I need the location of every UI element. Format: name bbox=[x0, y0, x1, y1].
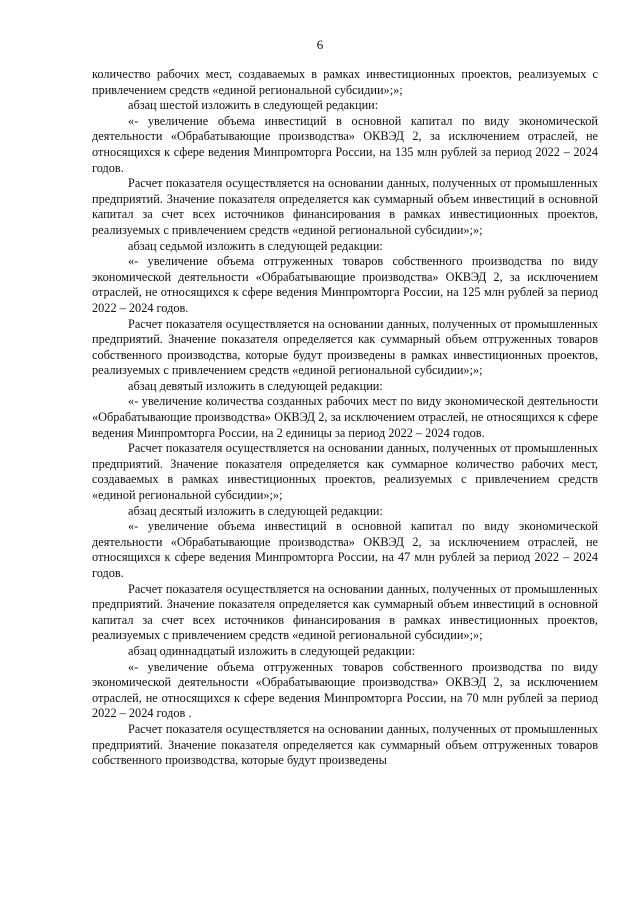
document-body bbox=[92, 67, 598, 769]
paragraph: «- увеличение объема отгруженных товаров собственного производства по виду экономической деятельности «Обрабатывающие производства» ОКВЭД 2, за исключением отраслей, не относящихся к сфере ведения Минпромторга России, на 125 млн рублей за период 2022 – 2024 годов. bbox=[92, 254, 598, 315]
paragraph: «- увеличение количества созданных рабочих мест по виду экономической деятельности «Обрабатывающие производства» ОКВЭД 2, за исключением отраслей, не относящихся к сфере ведения Минпромторга России, на 2 единицы за период 2022 – 2024 годов. bbox=[92, 394, 598, 440]
paragraph: количество рабочих мест, создаваемых в рамках инвестиционных проектов, реализуемых с привлечением средств «единой региональной субсидии»;»; bbox=[92, 67, 598, 97]
page-number: 6 bbox=[316, 37, 324, 52]
paragraph: абзац седьмой изложить в следующей редакции: bbox=[128, 238, 383, 253]
paragraph: «- увеличение объема инвестиций в основной капитал по виду экономической деятельности «Обрабатывающие производства» ОКВЭД 2, за исключением отраслей, не относящихся к сфере ведения Минпромторга России, на 47 млн рублей за период 2022 – 2024 годов. bbox=[92, 519, 598, 580]
paragraph: абзац девятый изложить в следующей редакции: bbox=[128, 378, 383, 393]
paragraph: Расчет показателя осуществляется на основании данных, полученных от промышленных предприятий. Значение показателя определяется как суммарный объем инвестиций в основной капитал за счет всех источников финансирования в рамках инвестиционных проектов, реализуемых с привлечением средств «единой региональной субсидии»;»; bbox=[92, 176, 598, 237]
paragraph: Расчет показателя осуществляется на основании данных, полученных от промышленных предприятий. Значение показателя определяется как суммарный объем отгруженных товаров собственного производства, которые будут произведены в рамках инвестиционных проектов, реализуемых с привлечением средств «единой региональной субсидии»;»; bbox=[92, 316, 598, 378]
paragraph: абзац шестой изложить в следующей редакции: bbox=[128, 98, 379, 113]
paragraph: абзац одиннадцатый изложить в следующей редакции: bbox=[128, 643, 415, 658]
paragraph: Расчет показателя осуществляется на основании данных, полученных от промышленных предприятий. Значение показателя определяется как суммарный объем отгруженных товаров собственного производства, которые будут произведены bbox=[92, 721, 598, 768]
paragraph: «- увеличение объема отгруженных товаров собственного производства по виду экономической деятельности «Обрабатывающие производства» ОКВЭД 2, за исключением отраслей, не относящихся к сфере ведения Минпромторга России, на 70 млн рублей за период 2022 – 2024 годов . bbox=[92, 659, 598, 721]
paragraph: Расчет показателя осуществляется на основании данных, полученных от промышленных предприятий. Значение показателя определяется как суммарное количество рабочих мест, создаваемых в рамках инвестиционных проектов, реализуемых с привлечением средств «единой региональной субсидии»;»; bbox=[92, 441, 598, 503]
paragraph: Расчет показателя осуществляется на основании данных, полученных от промышленных предприятий. Значение показателя определяется как суммарный объем инвестиций в основной капитал за счет всех источников финансирования в рамках инвестиционных проектов, реализуемых с привлечением средств «единой региональной субсидии»;»; bbox=[92, 581, 598, 643]
paragraph: абзац десятый изложить в следующей редакции: bbox=[128, 503, 383, 518]
paragraph: «- увеличение объема инвестиций в основной капитал по виду экономической деятельности «Обрабатывающие производства» ОКВЭД 2, за исключением отраслей, не относящихся к сфере ведения Минпромторга России, на 135 млн рублей за период 2022 – 2024 годов. bbox=[92, 113, 598, 175]
